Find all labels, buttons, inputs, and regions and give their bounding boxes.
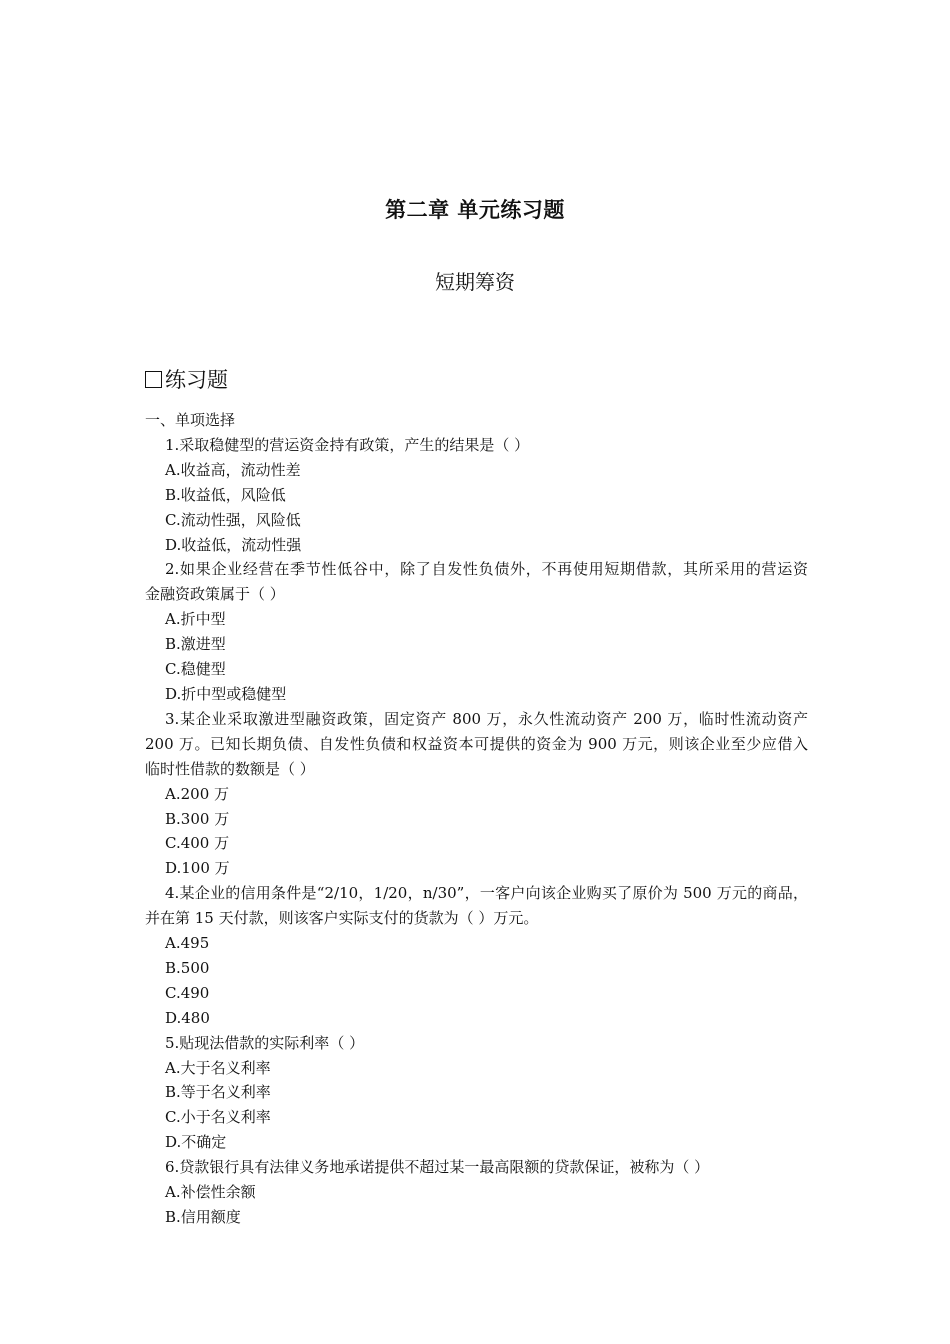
question-1 xyxy=(145,433,808,558)
option-a: A.495 xyxy=(165,934,210,953)
option-d: D.收益低，流动性强 xyxy=(165,535,302,554)
option-a: A.200 万 xyxy=(165,784,229,803)
option-c: C.小于名义利率 xyxy=(165,1108,271,1127)
question-text-continued: 并在第 15 天付款，则该客户实际支付的货款为（ ）万元。 xyxy=(145,909,539,928)
question-text: 1.采取稳健型的营运资金持有政策，产生的结果是（ ） xyxy=(165,435,530,454)
option-c: C.490 xyxy=(165,983,210,1002)
chapter-subtitle: 短期筹资 xyxy=(435,270,515,294)
question-text-continued: 临时性借款的数额是（ ） xyxy=(145,759,315,778)
question-text-continued: 200 万。已知长期负债、自发性负债和权益资本可提供的资金为 900 万元，则该企业至少应借入 xyxy=(145,734,808,753)
option-b: B.激进型 xyxy=(165,635,226,654)
option-c: C.400 万 xyxy=(165,834,230,853)
option-b: B.300 万 xyxy=(165,809,230,828)
question-text: 3.某企业采取激进型融资政策，固定资产 800 万，永久性流动资产 200 万，临时性流动资产 xyxy=(165,709,808,728)
question-text: 5.贴现法借款的实际利率（ ） xyxy=(165,1033,365,1052)
option-c: C.稳健型 xyxy=(165,660,226,679)
question-text: 2.如果企业经营在季节性低谷中，除了自发性负债外，不再使用短期借款，其所采用的营运资 xyxy=(165,560,808,579)
question-list xyxy=(145,408,808,1230)
question-5 xyxy=(145,1031,808,1156)
option-b: B.500 xyxy=(165,958,210,977)
question-3 xyxy=(145,707,808,881)
checkbox-square-icon xyxy=(145,371,162,388)
option-d: D.480 xyxy=(165,1008,210,1027)
option-c: C.流动性强，风险低 xyxy=(165,510,301,529)
question-text-continued: 金融资政策属于（ ） xyxy=(145,585,285,604)
part-title: 一、单项选择 xyxy=(145,411,236,429)
question-2 xyxy=(145,557,808,706)
section-heading xyxy=(145,364,228,394)
question-4 xyxy=(145,881,808,1030)
option-d: D.折中型或稳健型 xyxy=(165,684,287,703)
option-b: B.收益低，风险低 xyxy=(165,485,286,504)
question-6 xyxy=(145,1155,808,1230)
chapter-title: 第二章 单元练习题 xyxy=(385,198,565,222)
option-a: A.折中型 xyxy=(165,610,226,629)
option-a: A.大于名义利率 xyxy=(165,1058,271,1077)
option-d: D.不确定 xyxy=(165,1133,227,1152)
option-a: A.收益高，流动性差 xyxy=(165,460,301,479)
section-heading-label: 练习题 xyxy=(165,368,228,392)
option-b: B.信用额度 xyxy=(165,1208,241,1226)
question-text: 6.贷款银行具有法律义务地承诺提供不超过某一最高限额的贷款保证，被称为（ ） xyxy=(165,1158,710,1177)
option-b: B.等于名义利率 xyxy=(165,1083,271,1102)
option-a: A.补偿性余额 xyxy=(165,1183,256,1202)
question-text: 4.某企业的信用条件是“2/10，1/20，n/30”，一客户向该企业购买了原价为 500 万元的商品， xyxy=(165,884,808,903)
option-d: D.100 万 xyxy=(165,859,230,878)
